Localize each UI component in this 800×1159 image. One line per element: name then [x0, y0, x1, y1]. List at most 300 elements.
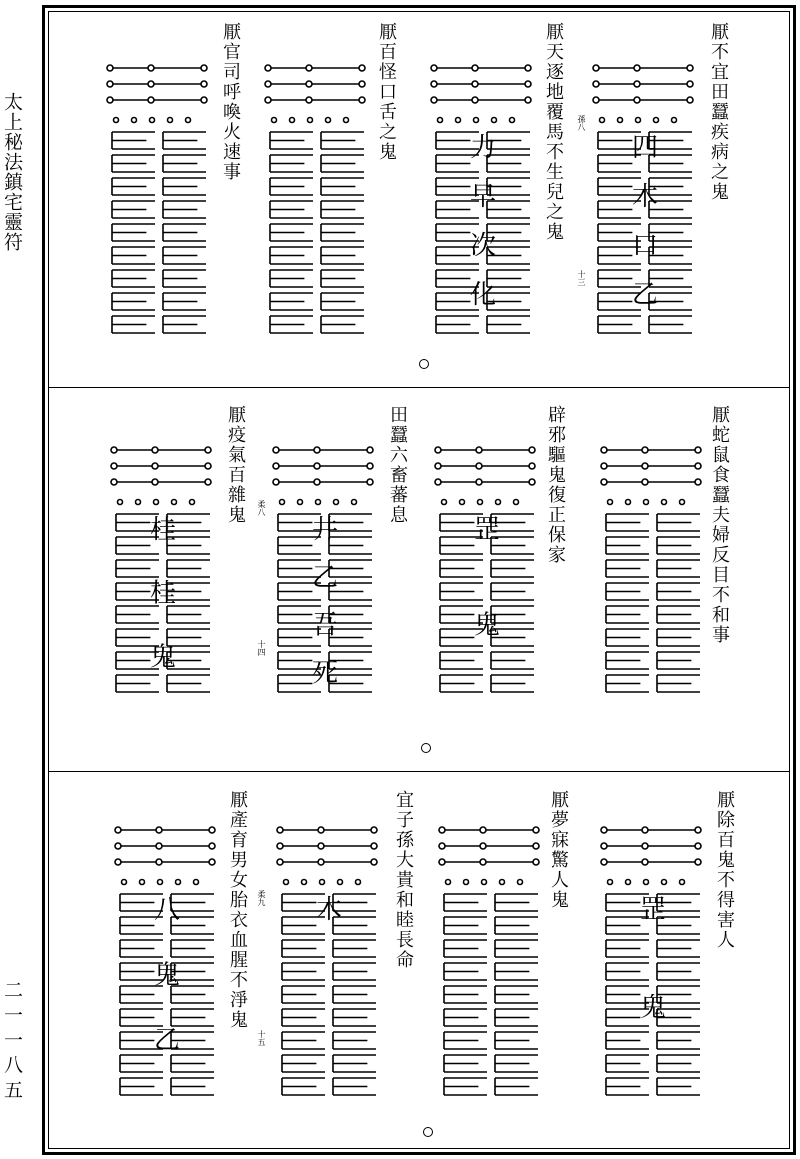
caption-9: 厭除百鬼不得害人	[714, 790, 735, 950]
box-stroke	[606, 1055, 649, 1072]
box-stroke	[444, 963, 487, 980]
star-dot	[662, 500, 667, 505]
box-stroke	[171, 1055, 214, 1072]
star-dot	[359, 81, 365, 87]
star-dot	[107, 81, 113, 87]
star-dot	[201, 81, 207, 87]
box-stroke	[163, 201, 206, 218]
box-stroke	[606, 560, 649, 577]
box-stroke	[440, 560, 483, 577]
box-stroke	[163, 247, 206, 264]
box-stroke	[440, 583, 483, 600]
talisman-8	[108, 440, 218, 725]
star-dot	[152, 463, 158, 469]
box-stroke	[444, 1055, 487, 1072]
star-dot	[205, 479, 211, 485]
star-dot	[634, 81, 640, 87]
box-stroke	[282, 1032, 325, 1049]
box-stroke	[282, 940, 325, 957]
star-dot	[687, 81, 693, 87]
star-dot	[190, 500, 195, 505]
star-dot	[626, 500, 631, 505]
inscription-glyph: 鬼	[639, 993, 667, 1023]
star-dot	[439, 843, 445, 849]
star-dot	[273, 479, 279, 485]
star-dot	[636, 118, 641, 123]
box-stroke	[657, 560, 700, 577]
talisman-strokes	[439, 827, 539, 1095]
star-dot	[626, 880, 631, 885]
star-dot	[371, 843, 377, 849]
star-dot	[431, 81, 437, 87]
star-dot	[644, 500, 649, 505]
star-dot	[618, 118, 623, 123]
talisman-strokes	[601, 827, 701, 1095]
box-stroke	[606, 940, 649, 957]
box-stroke	[321, 201, 364, 218]
inscription-glyph: 乙	[631, 280, 659, 310]
caption-1: 厭不宜田蠶疾病之鬼	[708, 22, 729, 202]
star-dot	[209, 859, 215, 865]
star-dot	[435, 479, 441, 485]
star-dot	[111, 463, 117, 469]
box-stroke	[495, 1055, 538, 1072]
inscription-glyph: 鬼	[473, 610, 501, 641]
star-dot	[687, 65, 693, 71]
box-stroke	[444, 1009, 487, 1026]
box-stroke	[495, 894, 538, 911]
inscription-glyph: 早	[469, 182, 497, 212]
box-stroke	[282, 1009, 325, 1026]
star-dot	[642, 447, 648, 453]
box-stroke	[657, 514, 700, 531]
box-stroke	[270, 293, 313, 310]
box-stroke	[495, 917, 538, 934]
box-stroke	[657, 940, 700, 957]
row-divider-1	[48, 387, 790, 388]
talisman-strokes	[277, 827, 377, 1095]
star-dot	[518, 880, 523, 885]
star-dot	[601, 447, 607, 453]
margin-note-1: 十三	[577, 270, 586, 286]
star-dot	[695, 843, 701, 849]
star-dot	[601, 463, 607, 469]
box-stroke	[333, 986, 376, 1003]
box-stroke	[333, 1032, 376, 1049]
box-stroke	[282, 1055, 325, 1072]
box-stroke	[649, 316, 692, 333]
star-dot	[431, 65, 437, 71]
box-stroke	[606, 1078, 649, 1095]
box-stroke	[657, 583, 700, 600]
star-dot	[601, 859, 607, 865]
box-stroke	[657, 537, 700, 554]
box-stroke	[333, 963, 376, 980]
inscription-glyph: 四	[631, 133, 659, 163]
box-stroke	[270, 247, 313, 264]
box-stroke	[163, 132, 206, 149]
box-stroke	[167, 560, 210, 577]
box-stroke	[657, 1078, 700, 1095]
box-stroke	[606, 606, 649, 623]
star-dot	[435, 447, 441, 453]
talisman-1	[590, 58, 700, 348]
star-dot	[320, 880, 325, 885]
star-dot	[314, 447, 320, 453]
box-stroke	[163, 293, 206, 310]
star-dot	[284, 880, 289, 885]
star-dot	[168, 118, 173, 123]
star-dot	[464, 880, 469, 885]
box-stroke	[120, 1055, 163, 1072]
inscription-glyph: 乙	[311, 562, 339, 593]
caption-5: 厭蛇鼠食蠶夫婦反目不和事	[709, 405, 730, 645]
box-stroke	[606, 537, 649, 554]
talisman-2	[428, 58, 538, 348]
inscription-glyph: 鬼	[153, 960, 181, 991]
inscription-glyph: 井	[311, 515, 339, 545]
star-dot	[367, 479, 373, 485]
talisman-3	[262, 58, 372, 348]
star-dot	[608, 880, 613, 885]
star-dot	[326, 118, 331, 123]
box-stroke	[270, 178, 313, 195]
inscription-glyph: 鬼	[149, 642, 177, 673]
talisman-7	[270, 440, 380, 725]
star-dot	[680, 880, 685, 885]
box-stroke	[163, 270, 206, 287]
box-stroke	[495, 986, 538, 1003]
inscription-glyph: 罡	[639, 895, 667, 925]
box-stroke	[657, 675, 700, 692]
inscription-glyph: 吾	[311, 610, 339, 641]
star-dot	[529, 447, 535, 453]
star-dot	[482, 880, 487, 885]
star-dot	[115, 827, 121, 833]
box-stroke	[167, 675, 210, 692]
star-dot	[695, 479, 701, 485]
star-dot	[687, 97, 693, 103]
star-dot	[446, 880, 451, 885]
book-title: 太上秘法鎮宅靈符	[1, 92, 23, 252]
star-dot	[642, 463, 648, 469]
box-stroke	[321, 247, 364, 264]
star-dot	[367, 447, 373, 453]
star-dot	[608, 500, 613, 505]
star-dot	[118, 500, 123, 505]
inscription-glyph: 化	[469, 280, 497, 310]
note-t12: 柔九	[257, 890, 266, 906]
note-t2: 孫八	[577, 115, 586, 131]
inscription-glyph: 死	[311, 658, 339, 689]
star-dot	[533, 827, 539, 833]
star-dot	[492, 118, 497, 123]
star-dot	[593, 81, 599, 87]
box-stroke	[171, 940, 214, 957]
box-stroke	[116, 675, 159, 692]
box-stroke	[491, 583, 534, 600]
star-dot	[122, 880, 127, 885]
box-stroke	[112, 247, 155, 264]
star-dot	[662, 880, 667, 885]
star-dot	[356, 880, 361, 885]
star-dot	[367, 463, 373, 469]
star-dot	[156, 827, 162, 833]
star-dot	[695, 463, 701, 469]
box-stroke	[321, 132, 364, 149]
box-stroke	[270, 316, 313, 333]
box-stroke	[112, 155, 155, 172]
star-dot	[476, 479, 482, 485]
star-dot	[435, 463, 441, 469]
box-stroke	[112, 293, 155, 310]
star-dot	[209, 827, 215, 833]
inscription-glyph: 木	[315, 895, 343, 925]
box-stroke	[171, 1078, 214, 1095]
box-stroke	[171, 1009, 214, 1026]
star-dot	[525, 97, 531, 103]
inscription-glyph: 桂	[149, 578, 177, 609]
star-dot	[510, 118, 515, 123]
star-dot	[472, 97, 478, 103]
box-stroke	[495, 963, 538, 980]
box-stroke	[444, 986, 487, 1003]
box-stroke	[598, 316, 641, 333]
star-dot	[601, 827, 607, 833]
box-stroke	[112, 224, 155, 241]
box-stroke	[606, 629, 649, 646]
inscription-glyph: 桂	[149, 515, 177, 545]
box-stroke	[444, 1032, 487, 1049]
box-stroke	[440, 652, 483, 669]
box-stroke	[495, 1078, 538, 1095]
talisman-strokes	[601, 447, 701, 692]
star-dot	[338, 880, 343, 885]
box-stroke	[657, 629, 700, 646]
talisman-strokes	[435, 447, 535, 692]
box-stroke	[444, 940, 487, 957]
star-dot	[148, 97, 154, 103]
box-stroke	[282, 1078, 325, 1095]
star-dot	[672, 118, 677, 123]
row-marker-1	[419, 359, 429, 369]
star-dot	[442, 500, 447, 505]
caption-12: 厭產育男女胎衣血腥不淨鬼	[227, 790, 248, 1030]
box-stroke	[112, 270, 155, 287]
talisman-11	[274, 820, 384, 1110]
star-dot	[472, 81, 478, 87]
box-stroke	[495, 1032, 538, 1049]
box-stroke	[270, 201, 313, 218]
caption-4: 厭官司呼喚火速事	[220, 22, 241, 182]
star-dot	[439, 859, 445, 865]
star-dot	[318, 827, 324, 833]
star-dot	[359, 97, 365, 103]
box-stroke	[120, 1078, 163, 1095]
talisman-strokes	[265, 65, 365, 333]
caption-7: 田蠶六畜蕃息	[387, 405, 408, 525]
box-stroke	[657, 1032, 700, 1049]
star-dot	[476, 463, 482, 469]
star-dot	[496, 500, 501, 505]
star-dot	[154, 500, 159, 505]
box-stroke	[487, 316, 530, 333]
star-dot	[654, 118, 659, 123]
star-dot	[460, 500, 465, 505]
star-dot	[194, 880, 199, 885]
star-dot	[476, 447, 482, 453]
star-dot	[158, 880, 163, 885]
box-stroke	[491, 675, 534, 692]
star-dot	[529, 463, 535, 469]
star-dot	[111, 447, 117, 453]
star-dot	[152, 447, 158, 453]
margin-note-2: 十四	[257, 640, 266, 656]
star-dot	[431, 97, 437, 103]
caption-8: 厭疫氣百雜鬼	[225, 405, 246, 525]
box-stroke	[606, 963, 649, 980]
row-marker-3	[423, 1127, 433, 1137]
star-dot	[152, 479, 158, 485]
box-stroke	[333, 1009, 376, 1026]
star-dot	[371, 859, 377, 865]
box-stroke	[321, 293, 364, 310]
star-dot	[306, 65, 312, 71]
box-stroke	[657, 963, 700, 980]
inscription-glyph: 口	[631, 231, 659, 261]
caption-3: 厭百怪口舌之鬼	[376, 22, 397, 162]
caption-6: 辟邪驅鬼復正保家	[545, 405, 566, 565]
box-stroke	[606, 514, 649, 531]
talisman-5	[598, 440, 708, 725]
talisman-9	[598, 820, 708, 1110]
star-dot	[156, 859, 162, 865]
box-stroke	[606, 1032, 649, 1049]
star-dot	[140, 880, 145, 885]
star-dot	[680, 500, 685, 505]
star-dot	[156, 843, 162, 849]
star-dot	[205, 463, 211, 469]
star-dot	[695, 827, 701, 833]
star-dot	[600, 118, 605, 123]
box-stroke	[163, 155, 206, 172]
star-dot	[334, 500, 339, 505]
star-dot	[201, 97, 207, 103]
box-stroke	[321, 178, 364, 195]
star-dot	[209, 843, 215, 849]
star-dot	[371, 827, 377, 833]
box-stroke	[270, 224, 313, 241]
box-stroke	[606, 652, 649, 669]
inscription-glyph: 次	[469, 231, 497, 261]
row-divider-2	[48, 771, 790, 772]
star-dot	[642, 827, 648, 833]
star-dot	[115, 843, 121, 849]
star-dot	[306, 81, 312, 87]
star-dot	[438, 118, 443, 123]
star-dot	[601, 843, 607, 849]
star-dot	[439, 827, 445, 833]
box-stroke	[120, 1009, 163, 1026]
star-dot	[344, 118, 349, 123]
box-stroke	[163, 224, 206, 241]
box-stroke	[333, 940, 376, 957]
star-dot	[176, 880, 181, 885]
star-dot	[514, 500, 519, 505]
star-dot	[136, 500, 141, 505]
talisman-6	[432, 440, 542, 725]
star-dot	[277, 827, 283, 833]
star-dot	[298, 500, 303, 505]
row-marker-2	[421, 743, 431, 753]
star-dot	[273, 447, 279, 453]
star-dot	[593, 97, 599, 103]
star-dot	[593, 65, 599, 71]
note-t8: 柔八	[257, 500, 266, 516]
box-stroke	[321, 224, 364, 241]
box-stroke	[116, 560, 159, 577]
box-stroke	[495, 1009, 538, 1026]
box-stroke	[444, 894, 487, 911]
star-dot	[316, 500, 321, 505]
box-stroke	[491, 652, 534, 669]
box-stroke	[657, 1055, 700, 1072]
star-dot	[318, 843, 324, 849]
star-dot	[172, 500, 177, 505]
box-stroke	[657, 606, 700, 623]
star-dot	[148, 65, 154, 71]
star-dot	[480, 843, 486, 849]
star-dot	[115, 859, 121, 865]
star-dot	[601, 479, 607, 485]
star-dot	[265, 97, 271, 103]
star-dot	[308, 118, 313, 123]
star-dot	[111, 479, 117, 485]
star-dot	[201, 65, 207, 71]
star-dot	[533, 859, 539, 865]
star-dot	[634, 65, 640, 71]
page-number: 二一一八五	[1, 980, 23, 1105]
inscription-glyph: 罡	[473, 515, 501, 545]
inscription-glyph: 木	[631, 182, 659, 212]
box-stroke	[436, 316, 479, 333]
box-stroke	[270, 270, 313, 287]
star-dot	[290, 118, 295, 123]
star-dot	[302, 880, 307, 885]
star-dot	[148, 81, 154, 87]
star-dot	[529, 479, 535, 485]
talisman-strokes	[107, 65, 207, 333]
box-stroke	[112, 132, 155, 149]
star-dot	[478, 500, 483, 505]
caption-2: 厭天逐地覆馬不生兒之鬼	[543, 22, 564, 242]
box-stroke	[282, 986, 325, 1003]
star-dot	[359, 65, 365, 71]
margin-note-3: 十五	[257, 1030, 266, 1046]
box-stroke	[333, 1055, 376, 1072]
box-stroke	[606, 583, 649, 600]
box-stroke	[321, 316, 364, 333]
star-dot	[277, 859, 283, 865]
star-dot	[525, 81, 531, 87]
star-dot	[280, 500, 285, 505]
star-dot	[642, 843, 648, 849]
star-dot	[272, 118, 277, 123]
box-stroke	[321, 270, 364, 287]
box-stroke	[321, 155, 364, 172]
box-stroke	[120, 940, 163, 957]
box-stroke	[444, 1078, 487, 1095]
